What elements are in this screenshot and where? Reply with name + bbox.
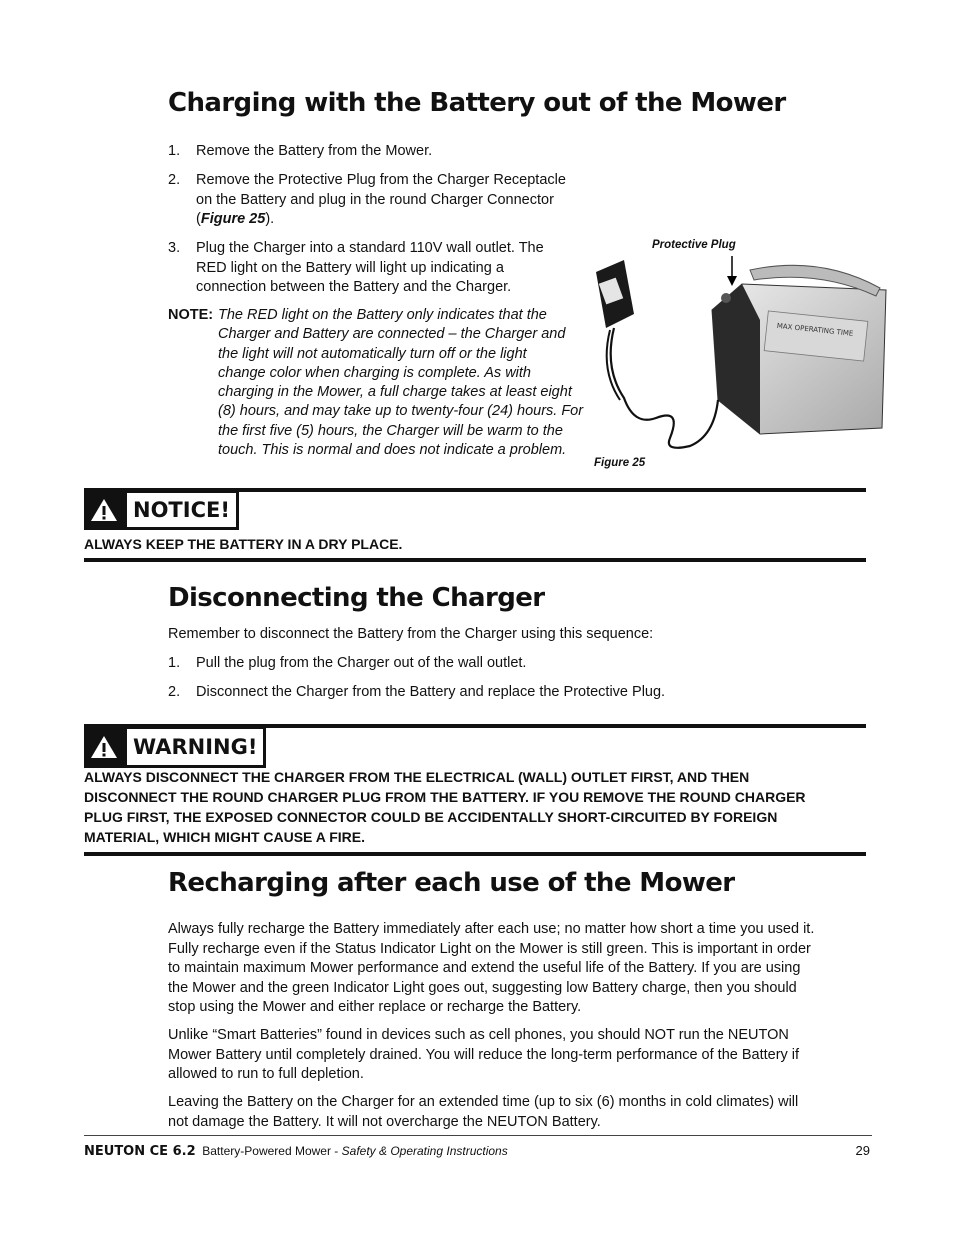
section-title: Disconnecting the Charger bbox=[168, 583, 545, 613]
notice-label: NOTICE! bbox=[124, 490, 239, 530]
note: NOTE: The RED light on the Battery only indicates that the Charger and Battery are connected – the Charger and the light will not automatically turn off or the light change color when charging is complete. As with charging in the Mower, a full charge takes at least eight (8) hours, and may take up to twenty-four (24) hours. For the first five (5) hours, the Charger will be warm to the touch. This is normal and does not indicate a problem. bbox=[168, 307, 584, 459]
footer-rule bbox=[84, 1135, 872, 1136]
list-item: 3. Plug the Charger into a standard 110V wall outlet. The RED light on the Battery will light up indicating a connection between the Battery and the Charger. bbox=[168, 240, 544, 295]
notice-bottom-rule bbox=[84, 558, 866, 562]
figure-caption: Figure 25 bbox=[594, 457, 646, 469]
figure-25 bbox=[590, 236, 890, 476]
charger-battery-photo bbox=[590, 250, 890, 460]
footer-doc-title: Safety & Operating Instructions bbox=[341, 1144, 508, 1158]
figure-reference: Figure 25 bbox=[200, 211, 266, 227]
paragraph: Leaving the Battery on the Charger for an extended time (up to six (6) months in cold climates) will not damage the Battery. It will not overcharge the NEUTON Battery. bbox=[168, 1094, 799, 1130]
section-title: Charging with the Battery out of the Mower bbox=[168, 88, 786, 118]
page-number: 29 bbox=[855, 1143, 870, 1158]
paragraph: Unlike “Smart Batteries” found in devices such as cell phones, you should NOT run the NEUTON Mower Battery until completely drained. You will reduce the long-term performance of the Battery if allowed to run to full depletion. bbox=[168, 1027, 800, 1082]
warning-text: ALWAYS DISCONNECT THE CHARGER FROM THE ELECTRICAL (WALL) OUTLET FIRST, AND THEN DISCONNECT THE ROUND CHARGER PLUG FROM THE BATTERY. IF YOU REMOVE THE ROUND CHARGER PLUG FIRST, THE EXPOSED CONNECTOR COULD BE ACCIDENTALLY SHORT-CIRCUITED BY FOREIGN MATERIAL, WHICH MIGHT CAUSE A FIRE. bbox=[84, 769, 806, 845]
paragraph: Always fully recharge the Battery immediately after each use; no matter how short a time you used it. Fully recharge even if the Status Indicator Light on the Mower is still green. This is important in order to maintain maximum Mower performance and extend the useful life of the Battery. If you are using the Mower and the green Indicator Light goes out, suggesting low Battery charge, then you should stop using the Mower and either replace or recharge the Battery. bbox=[168, 921, 815, 1015]
footer-brand: NEUTON CE 6.2 bbox=[84, 1144, 196, 1159]
notice-text: ALWAYS KEEP THE BATTERY IN A DRY PLACE. bbox=[84, 536, 403, 552]
warning-triangle-icon bbox=[84, 490, 124, 530]
warning-label: WARNING! bbox=[124, 726, 266, 768]
figure-callout: Protective Plug bbox=[652, 239, 736, 251]
section-title: Recharging after each use of the Mower bbox=[168, 868, 735, 898]
warning-badge bbox=[84, 726, 266, 768]
footer-product: Battery-Powered Mower bbox=[202, 1144, 331, 1158]
footer: NEUTON CE 6.2 Battery-Powered Mower - Safety & Operating Instructions bbox=[84, 1144, 508, 1159]
warning-bottom-rule bbox=[84, 852, 866, 856]
list-item: 2. Remove the Protective Plug from the Charger Receptacle on the Battery and plug in the round Charger Connector (Figure 25). bbox=[168, 172, 566, 227]
warning-triangle-icon bbox=[84, 726, 124, 768]
section-intro: Remember to disconnect the Battery from the Charger using this sequence: bbox=[168, 626, 654, 642]
note-label: NOTE: bbox=[168, 307, 214, 323]
svg-text:MAX OPERATING TIME: MAX OPERATING TIME bbox=[776, 321, 854, 338]
notice-badge bbox=[84, 490, 239, 530]
